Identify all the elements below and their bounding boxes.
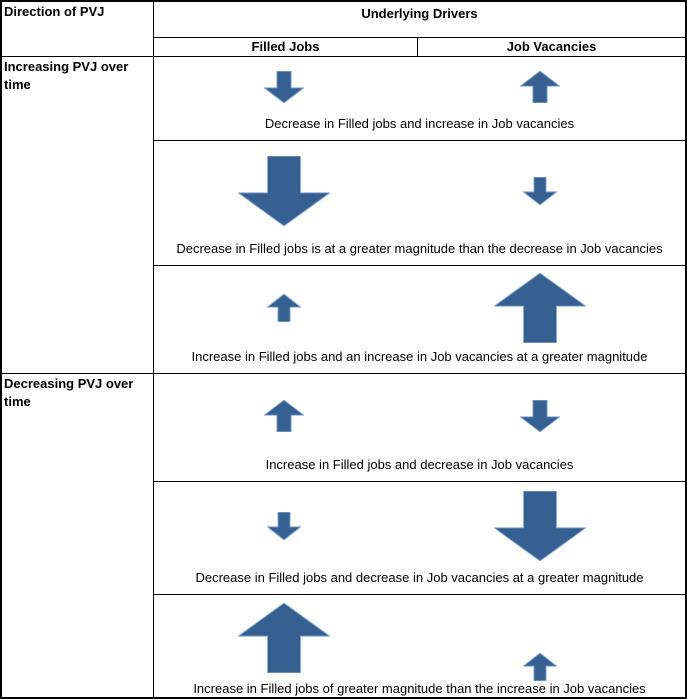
driver-row-1 xyxy=(154,57,685,140)
driver-row-2 xyxy=(154,140,685,265)
vacancies-up-arrow-medium-icon xyxy=(520,71,560,103)
driver-row-5 xyxy=(154,481,685,594)
arrow-zone xyxy=(154,482,685,570)
column-header-filled-jobs: Filled Jobs xyxy=(154,38,418,57)
filled-down-arrow-small-icon xyxy=(267,512,301,540)
arrow-zone xyxy=(154,141,685,241)
driver-row-3 xyxy=(154,265,685,373)
arrow-zone xyxy=(154,266,685,349)
arrow-zone xyxy=(154,595,685,681)
filled-up-arrow-large-icon xyxy=(238,603,330,673)
arrow-zone xyxy=(154,57,685,116)
arrow-zone xyxy=(154,374,685,457)
row-caption: Decrease in Filled jobs is at a greater magnitude than the decrease in Job vacancies xyxy=(176,241,663,256)
row-caption: Decrease in Filled jobs and increase in Job vacancies xyxy=(264,116,575,131)
corner-header-direction-of-pvj: Direction of PVJ xyxy=(2,2,154,57)
row-group-label-increasing-pvj: Increasing PVJ over time xyxy=(2,57,154,373)
filled-up-arrow-medium-icon xyxy=(264,400,304,432)
row-caption: Increase in Filled jobs and decrease in Job vacancies xyxy=(265,457,574,472)
row-caption: Increase in Filled jobs of greater magnitude than the increase in Job vacancies xyxy=(193,681,646,696)
vacancies-down-arrow-medium-icon xyxy=(520,400,560,432)
header-underlying-drivers: Underlying Drivers xyxy=(154,2,685,38)
row-caption: Decrease in Filled jobs and decrease in Job vacancies at a greater magnitude xyxy=(195,570,644,585)
driver-row-6 xyxy=(154,594,685,697)
vacancies-down-arrow-small-icon xyxy=(523,177,557,205)
vacancies-up-arrow-small-icon xyxy=(523,653,557,681)
vacancies-down-arrow-large-icon xyxy=(494,491,586,561)
row-caption: Increase in Filled jobs and an increase in Job vacancies at a greater magnitude xyxy=(191,349,648,364)
column-header-job-vacancies: Job Vacancies xyxy=(418,38,685,57)
filled-down-arrow-large-icon xyxy=(238,156,330,226)
filled-down-arrow-medium-icon xyxy=(264,71,304,103)
driver-row-4 xyxy=(154,373,685,481)
filled-up-arrow-small-icon xyxy=(267,294,301,322)
row-group-label-decreasing-pvj: Decreasing PVJ over time xyxy=(2,373,154,697)
vacancies-up-arrow-large-icon xyxy=(494,273,586,343)
